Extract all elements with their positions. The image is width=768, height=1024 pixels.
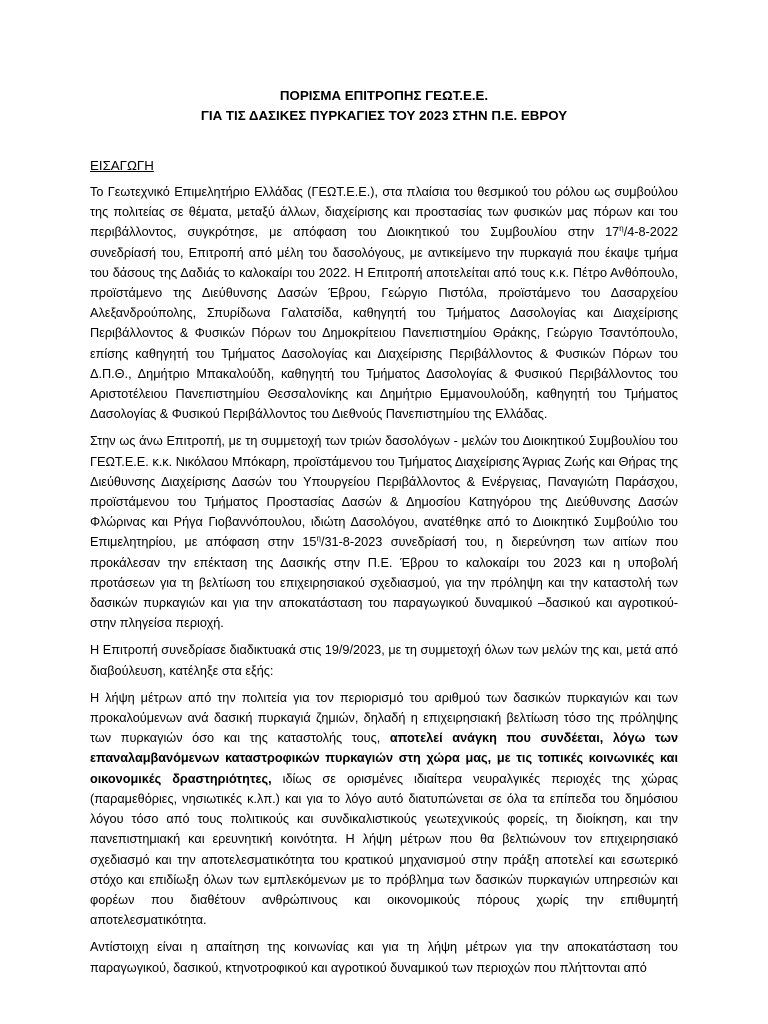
paragraph-4-text-a: Η λήψη μέτρων από την πολιτεία για τον περιορισμό του αριθμού των δασικών πυρκαγιών και των προκαλούμενων ανά δασική πυρκαγιά ζημιών, δηλαδή η επιχειρησιακή βελτίωση τόσο της πρόληψης των πυρκαγιών όσο και της καταστολής τους, — [90, 690, 678, 746]
paragraph-4 — [90, 688, 678, 930]
document-title-line-2: ΓΙΑ ΤΙΣ ΔΑΣΙΚΕΣ ΠΥΡΚΑΓΙΕΣ ΤΟΥ 2023 ΣΤΗΝ Π.Ε. ΕΒΡΟΥ — [200, 108, 568, 123]
document-title-line-1: ΠΟΡΙΣΜΑ ΕΠΙΤΡΟΠΗΣ ΓΕΩΤ.Ε.Ε. — [279, 88, 489, 103]
paragraph-2 — [90, 431, 678, 633]
paragraph-1-superscript: η — [619, 224, 624, 234]
paragraph-1-text-a: Το Γεωτεχνικό Επιμελητήριο Ελλάδας (ΓΕΩΤ.Ε.Ε.), στα πλαίσια του θεσμικού του ρόλου ως συμβούλου της πολιτείας σε θέματα, μεταξύ άλλων, διαχείρισης και προστασίας των φυσικών μας πόρων και του περιβάλλοντος, συγκρότησε, με απόφαση του Διοικητικού του Συμβουλίου στην 17 — [90, 185, 678, 240]
paragraph-4-text-b: ιδίως σε ορισμένες ιδιαίτερα νευραλγικές περιοχές της χώρας (παραμεθόριες, νησιωτικές κ.λπ.) και για το λόγο αυτό διατυπώνεται σε όλα τα επίπεδα του δημόσιου λόγου τόσο από τους πολιτικούς και συνδικαλιστικούς γεωτεχνικούς φορείς, τη διοίκηση, και την πανεπιστημιακή και ερευνητική κοινότητα. Η λήψη μέτρων που θα βελτιώνουν τον επιχειρησιακό σχεδιασμό και την αποτελεσματικότητα του κρατικού μηχανισμού στην πράξη αποτελεί και εσωτερικό στόχο και επιδίωξη όλων των εμπλεκόμενων με το πρόβλημα των δασικών πυρκαγιών υπηρεσιών και φορέων που διαθέτουν ανθρώπινους και οικονομικούς πόρους χωρίς την επιθυμητή αποτελεσματικότητα. — [90, 771, 678, 928]
paragraph-2-text-b: /31-8-2023 συνεδρίασή του, η διερεύνηση των αιτίων που προκάλεσαν την επέκταση της Δασικής στην Π.Ε. Έβρου το καλοκαίρι του 2023 και η υποβολή προτάσεων για τη βελτίωση του επιχειρησιακού σχεδιασμού, για την πρόληψη και την καταστολή των δασικών πυρκαγιών και για την αποκατάσταση του παραγωγικού δυναμικού –δασικού και αγροτικού- στην πληγείσα περιοχή. — [90, 535, 679, 631]
paragraph-2-superscript: η — [316, 534, 321, 544]
paragraph-1-text-b: /4-8-2022 συνεδρίασή του, Επιτροπή από μέλη του δασολόγους, με αντικείμενο την πυρκαγιά που έκαψε τμήμα του δάσους της Δαδιάς το καλοκαίρι του 2022. Η Επιτροπή αποτελείται από τους κ.κ. Πέτρο Ανθόπουλο, προϊστάμενο της Διεύθυνσης Δασών Έβρου, Γεώργιο Πιστόλα, προϊστάμενο του Δασαρχείου Αλεξανδρούπολης, Σπυρίδωνα Γαλατσίδα, καθηγητή του Τμήματος Δασολογίας και Διαχείρισης Περιβάλλοντος & Φυσικών Πόρων του Δημοκρίτειου Πανεπιστημίου Θράκης, Γεώργιο Τσαντόπουλο, επίσης καθηγητή του Τμήματος Δασολογίας και Διαχείρισης Περιβάλλοντος & Φυσικών Πόρων του Δ.Π.Θ., Δημήτριο Μπακαλούδη, καθηγητή του Τμήματος Δασολογίας & Φυσικού Περιβάλλοντος του Αριστοτέλειου Πανεπιστημίου Θεσσαλονίκης και Δημήτριο Εμμανουλούδη, καθηγητή του Τμήματος Δασολογίας & Φυσικού Περιβάλλοντος του Διεθνούς Πανεπιστημίου της Ελλάδας. — [90, 225, 678, 422]
paragraph-4-bold-text: αποτελεί ανάγκη που συνδέεται, λόγω των επαναλαμβανόμενων καταστροφικών πυρκαγιών στη χώρα μας, με τις τοπικές κοινωνικές και οικονομικές δραστηριότητες, — [90, 731, 679, 786]
paragraph-1 — [90, 182, 678, 424]
paragraph-3: Η Επιτροπή συνεδρίασε διαδικτυακά στις 19/9/2023, με τη συμμετοχή όλων των μελών της και, μετά από διαβούλευση, κατέληξε στα εξής: — [90, 643, 678, 678]
section-heading-introduction: ΕΙΣΑΓΩΓΗ — [90, 158, 154, 173]
paragraph-2-text-a: Στην ως άνω Επιτροπή, με τη συμμετοχή των τριών δασολόγων - μελών του Διοικητικού Συμβουλίου του ΓΕΩΤ.Ε.Ε. κ.κ. Νικόλαου Μπόκαρη, προϊστάμενου του Τμήματος Διαχείρισης Άγριας Ζωής και Θήρας της Διεύθυνσης Διαχείρισης Δασών του Υπουργείου Περιβάλλοντος & Ενέργειας, Παναγιώτη Παράσχου, προϊστάμενου του Τμήματος Προστασίας Δασών & Δημοσίου Κατηγόρου της Διεύθυνσης Δασών Φλώρινας και Ρήγα Γιοβαννόπουλου, ιδιώτη Δασολόγου, ανατέθηκε από το Διοικητικό Συμβούλιο του Επιμελητηρίου, με απόφαση στην 15 — [90, 434, 678, 550]
paragraph-5: Αντίστοιχη είναι η απαίτηση της κοινωνίας και για τη λήψη μέτρων για την αποκατάσταση του παραγωγικού, δασικού, κτηνοτροφικού και αγροτικού δυναμικού των περιοχών που πλήττονται από — [90, 940, 678, 975]
